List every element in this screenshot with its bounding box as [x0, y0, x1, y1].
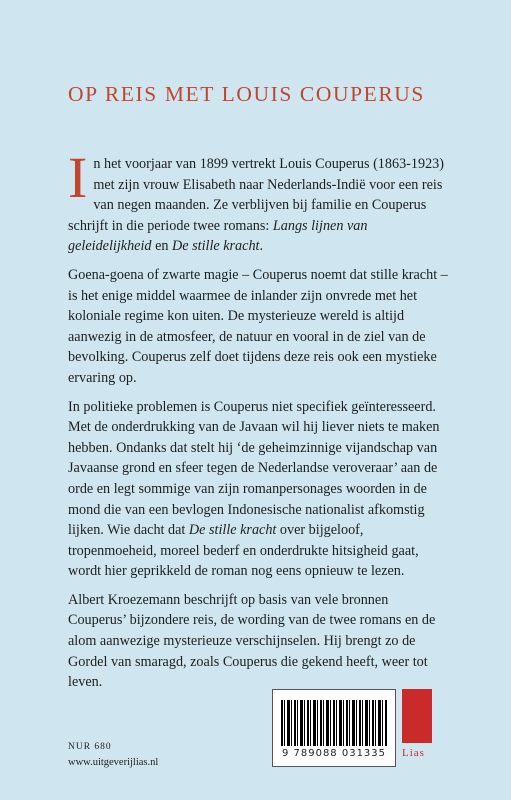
publisher-logo	[402, 689, 432, 771]
conjunction: en	[151, 238, 173, 255]
book-title-2: De stille kracht	[172, 238, 260, 255]
paragraph-1	[68, 145, 448, 257]
paragraph-1-text: n het voorjaar van 1899 vertrekt Louis Couperus (1863-1923) met zijn vrouw Elisabeth naar Nederlands-Indië voor een reis van negen maanden. Ze verblijven bij familie en Couperus schrijft in die periode twee romans:	[68, 156, 444, 234]
book-title: OP REIS MET LOUIS COUPERUS	[68, 82, 425, 106]
paragraph-4: Albert Kroezemann beschrijft op basis van vele bronnen Couperus’ bijzondere reis, de wording van de twee romans en de alom aanwezige mysterieuze verschijnselen. Hij brengt zo de Gordel van smaragd, zoals Couperus die gekend heeft, weer tot leven.	[68, 591, 436, 691]
book-title-1: Langs lijnen van geleidelijkheid	[68, 217, 368, 255]
paragraph-2: Goena-goena of zwarte magie – Couperus noemt dat stille kracht – is het enige middel waarmee de inlander zijn onvrede met het koloniale regime kon uiten. De mysterieuze wereld is altijd aanwezig in de atmosfeer, de natuur en vooral in de ziel van de bevolking. Couperus zelf doet tijdens deze reis ook een mystieke ervaring op.	[68, 266, 448, 386]
paragraph-3-text-b: over bijgeloof, tropenmoeheid, moreel bederf en onderdrukte hitsigheid gaat, wordt hier geprikkeld de roman nog eens opnieuw te lezen.	[68, 522, 419, 580]
book-title-3: De stille kracht	[188, 522, 277, 539]
publisher-website: www.uitgeverijlias.nl	[68, 757, 159, 768]
period: .	[259, 238, 264, 255]
drop-cap: I	[68, 145, 88, 210]
logo-vertical-text: UITGEVERIJ	[424, 695, 430, 741]
nur-code: NUR 680	[68, 742, 112, 752]
logo-name: Lias	[402, 747, 425, 759]
isbn-barcode	[272, 689, 396, 767]
barcode-digits: 9 789088 031335	[281, 748, 387, 759]
paragraph-3	[68, 397, 448, 582]
blurb	[68, 145, 448, 701]
barcode-bars	[281, 700, 387, 746]
paragraph-3-text-a: In politieke problemen is Couperus niet specifiek geïnteresseerd. Met de onderdrukking van de Javaan wil hij liever niets te maken hebben. Ondanks dat stelt hij ‘de geheimzinnige vijandschap van Javaanse grond en sfeer tegen de Nederlandse veroveraar’ aan de orde en legt sommige van zijn romanpersonages woorden in de mond die van een bevlogen Indonesische nationalist afkomstig lijken. Wie dacht dat	[68, 398, 440, 539]
